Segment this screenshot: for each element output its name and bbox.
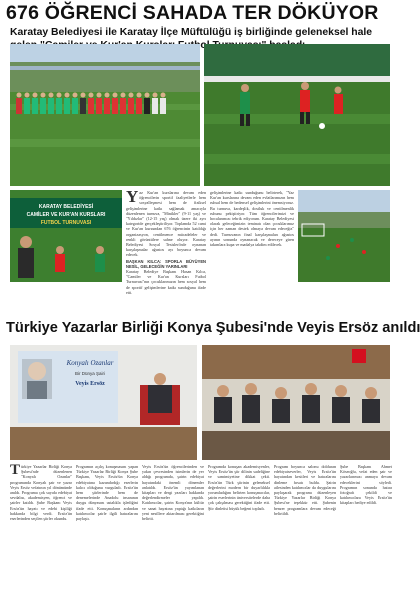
story1-subheading: BAŞKAN KILCA: SPORLA BÜYÜYEN NESİL, GELECEĞİN YARINLARI xyxy=(126,258,206,269)
story1-col2-text: gelişimlerine katkı sunduğunu belirterek, "Yaz Kur'an kurslarına devam eden evlatlarımızın hem ruhsal hem de bedensel gelişimlerini önemsiyoruz. Bu turnuva, kardeşlik, dostluk ve centilmenlik ruhunu pekiştiriyor. Tüm öğrencilerimizi ve hocalarımızı tebrik ediyorum. Karatay Belediyesi olarak geleceğimizin teminatı olan çocuklarımız için her zaman destek olmaya devam edeceğiz" dedi. Turnuvanın final karşılaşmaları ağustos ayının sonunda oynanacak ve dereceye giren takımlara kupa ve madalya takdim edilecek. xyxy=(210,190,294,248)
story1-headline: 676 ÖĞRENCİ SAHADA TER DÖKÜYOR xyxy=(6,2,379,24)
story2-column-2: Programın açılış konuşmasını yapan Türkiye Yazarlar Birliği Konya Şube Başkanı, Veyis Ersöz'ün Konya edebiyatına kazandırdığı eserlerin kalıcı olduğunu vurguladı. Ersöz'ün hem şiirlerinde hem de denemelerinde Anadolu insanının duygu dünyasını ustalıkla işlediğini ifade etti. Konuşmaların ardından katılımcılar şairle ilgili hatıralarını paylaştı. xyxy=(76,464,138,522)
story2-column-4: Programda konuşan akademisyenler, Veyis Ersöz'ün şiir dilinin sadeliğine ve samimiyetine dikkat çekti. Ersöz'ün Türk şiirinin geleneksel değerlerini modern bir duyarlılıkla yorumladığını belirten konuşmacılar, şairin eserlerinin üniversitelerde daha çok çalışılması gerektiğini ifade etti. Şiir dinletisi büyük beğeni topladı. xyxy=(208,464,270,511)
story2-dropcap: T xyxy=(10,462,21,478)
presentation-screen-illustration xyxy=(10,345,197,460)
pitch-wide-illustration xyxy=(298,190,390,282)
officials-banner-photo xyxy=(10,190,122,282)
story2-headline: Türkiye Yazarlar Birliği Konya Şubesi'nde Veyis Ersöz anıldı xyxy=(6,320,420,336)
banner-line1: KARATAY BELEDİYESİ xyxy=(38,204,94,210)
story1-column-1 xyxy=(126,187,206,295)
officials-banner-illustration xyxy=(10,190,122,282)
match-action-photo xyxy=(204,44,390,186)
story2-col1-text: ürkiye Yazarlar Birliği Konya Şubesi'nde düzenlenen "Konyalı Ozanlar" programında Konyalı şair ve yazar Veyis Ersöz vefatının yıl dönümünde anıldı. Programa çok sayıda edebiyat sevdalısı, akademisyen, öğrenci ve şairler katıldı. Şube Başkanı Veyis Ersöz'ün hayatı ve edebi kişiliği hakkında bilgi verdi. Ersöz'ün eserlerinden seçilen şiirler okundu. xyxy=(10,464,72,522)
story2-column-1 xyxy=(10,464,72,592)
story2-column-6: Şube Başkanı Ahmet Köseoğlu, vefat eden şair ve yazarlarımızı anmaya devam edeceklerini söyledi. Programın sonunda hatıra fotoğrafı çekildi ve katılımcılara Veyis Ersöz'ün kitapları hediye edildi. xyxy=(340,464,392,506)
screen-name: Veyis Ersöz xyxy=(75,381,105,387)
screen-title: Konyalı Ozanlar xyxy=(66,359,114,367)
match-action-illustration xyxy=(204,44,390,186)
story2-column-3: Veyis Ersöz'ün öğrencilerinden ve yakın çevresinden isimlerin de yer aldığı programda, şairin edebiyat hayatındaki önemli dönemler anlatıldı. Ersöz'ün yayımlanan kitapları ve dergi yazıları hakkında değerlendirmeler yapıldı. Katılımcılar, şairin Konya'nın kültür ve sanat hayatına yaptığı katkıların yeni nesillere aktarılması gerektiğini belirtti. xyxy=(142,464,204,522)
story1-deck: Karatay Belediyesi ile Karatay İlçe Müftülüğü iş birliğinde geleneksel hale xyxy=(10,27,373,38)
story1-col1-text2: Karatay Belediye Başkanı Hasan Kılca, "Camiler ve Kur'an Kursları Futbol Turnuvası"nın çocuklarımızın hem sosyal hem de sportif gelişimlerine katkı sunduğunu ifade etti. xyxy=(126,269,206,295)
pitch-wide-photo xyxy=(298,190,390,282)
audience-illustration xyxy=(202,345,390,460)
team-lineup-photo xyxy=(10,44,200,186)
story1-column-2 xyxy=(210,190,294,284)
presentation-screen-photo xyxy=(10,345,197,460)
story1-dropcap: Y xyxy=(126,187,139,206)
story1-col1-text: az Kur'an kurslarına devam eden öğrencilerin sportif faaliyetlerle hem sosyalleşmesi hem de fiziksel gelişimlerine katkı sağlamak amacıyla düzenlenen turnuva, "Minikler" (9-11 yaş) ve "Yıldızlar" (12-15 yaş) olmak üzere iki ayrı kategoride gerçekleştiriliyor. Toplamda 52 cami ve Kur'an kursundan 676 öğrencinin katıldığı organizasyon, centilmence mücadeleler ve renkli görüntülere sahne oluyor. Karatay Belediyesi Sosyal Tesisleri'nde oynanan karşılaşmalar ağustos ayı boyunca devam edecek. xyxy=(126,190,206,258)
story2-column-5: Program boyunca salonu dolduran edebiyatseverler, Veyis Ersöz'ün hayatından kesitleri ve hatıralarını dinleme fırsatı buldu. Şairin ailesinden katılımcılar da duygularını paylaşarak programı düzenleyen Türkiye Yazarlar Birliği Konya Şubesi'ne teşekkür etti. Şubenin benzer programlara devam edeceği belirtildi. xyxy=(274,464,336,516)
team-lineup-illustration xyxy=(10,44,200,186)
banner-line3: FUTBOL TURNUVASI xyxy=(40,220,92,226)
banner-line2: CAMİLER VE KUR'AN KURSLARI xyxy=(26,212,106,218)
screen-subtitle: Bir Dünya Şairi xyxy=(74,371,106,376)
audience-photo xyxy=(202,345,390,460)
